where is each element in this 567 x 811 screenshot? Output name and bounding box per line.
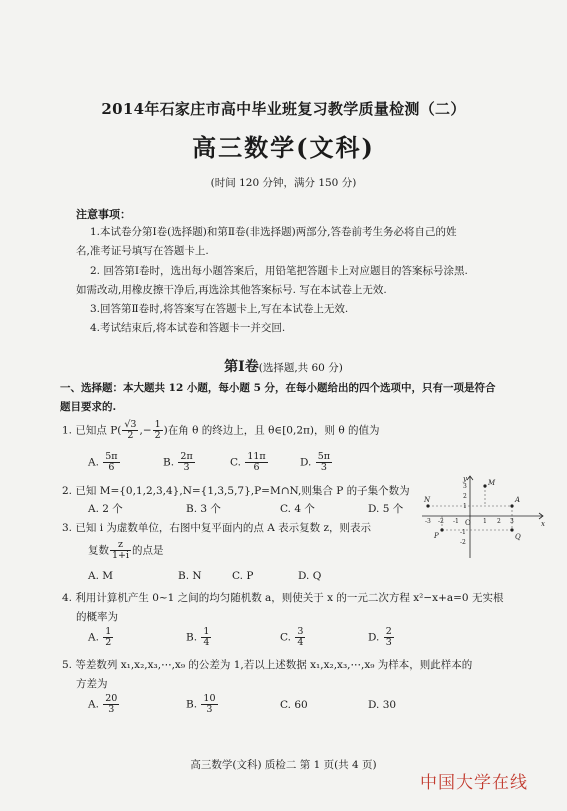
q1-option-b: B. $\frac{2\pi}{3}$	[163, 451, 193, 473]
q1-prefix: 1. 已知点	[62, 424, 107, 437]
q2-option-d: D. 5 个	[368, 503, 404, 515]
tick-x-m2: -2	[438, 518, 444, 525]
tick-x-m3: -3	[425, 518, 431, 525]
point-q	[510, 528, 513, 531]
note-line: 1.本试卷分第Ⅰ卷(选择题)和第Ⅱ卷(非选择题)两部分,答卷前考生务必将自己的姓	[90, 226, 457, 238]
q3-option-b: B. N	[178, 570, 202, 582]
q3-option-c: C. P	[232, 570, 254, 582]
section-subtitle: (选择题,共 60 分)	[258, 362, 343, 374]
axes	[422, 476, 543, 558]
watermark: 中国大学在线	[420, 773, 528, 793]
q3-option-a: A. M	[88, 570, 114, 582]
q3-line-2: 复数 $\frac{z}{1+i}$ 的点是	[88, 539, 164, 561]
tick-y-1: 1	[463, 503, 467, 510]
label-o: O	[465, 519, 471, 527]
question-5-stem-2: 方差为	[76, 678, 108, 690]
note-line: 2. 回答第Ⅰ卷时，选出每小题答案后，用铅笔把答题卡上对应题目的答案标号涂黑.	[90, 265, 468, 277]
point-a	[510, 504, 513, 507]
q2-option-b: B. 3 个	[186, 503, 221, 515]
q1-close: )	[163, 424, 168, 437]
label-n: N	[424, 496, 431, 504]
q3-option-d: D. Q	[298, 570, 322, 582]
point-m	[483, 484, 486, 487]
label-q: Q	[515, 533, 521, 541]
q5-option-b: B. $\frac{10}{3}$	[186, 693, 216, 715]
label-x: x	[541, 520, 545, 528]
q1-suffix: 在角 θ 的终边上，且 θ∈[0,2π)，则 θ 的值为	[167, 424, 380, 437]
tick-y-m1: -1	[460, 529, 466, 536]
q1-option-a: A. $\frac{5\pi}{6}$	[88, 451, 118, 473]
question-4-stem-2: 的概率为	[76, 611, 118, 623]
tick-y-2: 2	[463, 493, 467, 500]
notes-heading: 注意事项：	[76, 208, 131, 221]
q5-option-a: A. $\frac{20}{3}$	[88, 693, 118, 715]
q4-option-b: B. $\frac{1}{4}$	[186, 626, 210, 648]
q5-option-d: D. 30	[368, 699, 397, 711]
tick-x-3: 3	[510, 518, 514, 525]
subject-title: 高三数学(文科)	[192, 133, 375, 162]
question-3-stem: 3. 已知 i 为虚数单位，右图中复平面内的点 A 表示复数 z，则表示	[62, 522, 372, 534]
question-5-stem: 5. 等差数列 x₁,x₂,x₃,⋯,x₉ 的公差为 1,若以上述数据 x₁,x₂,x₃,⋯,x₉ 为样本，则此样本的	[62, 659, 473, 671]
q5-option-c: C. 60	[280, 699, 308, 711]
tick-y-m2: -2	[460, 539, 466, 546]
point-p	[440, 528, 443, 531]
q4-option-d: D. $\frac{2}{3}$	[368, 626, 392, 648]
exam-title: 2014年石家庄市高中毕业班复习教学质量检测（二）	[101, 100, 466, 118]
section-title	[0, 356, 567, 376]
note-line: 名,准考证号填写在答题卡上.	[76, 245, 209, 257]
question-2-stem: 2. 已知 M={0,1,2,3,4},N={1,3,5,7},P=M∩N,则集合 P 的子集个数为	[62, 485, 410, 497]
page-footer: 高三数学(文科) 质检二 第 1 页(共 4 页)	[190, 759, 377, 771]
section-title-main: 第Ⅰ卷	[224, 359, 259, 375]
complex-plane-figure	[420, 472, 548, 562]
q4-option-a: A. $\frac{1}{2}$	[88, 626, 112, 648]
section-instruction-2: 题目要求的.	[60, 401, 117, 413]
time-note: (时间 120 分钟，满分 150 分)	[210, 177, 357, 189]
tick-x-2: 2	[497, 518, 501, 525]
q2-option-c: C. 4 个	[280, 503, 315, 515]
point-n	[426, 504, 429, 507]
q3-frac: $\frac{z}{1+i}$	[112, 539, 130, 561]
question-4-stem: 4. 利用计算机产生 0~1 之间的均匀随机数 a，则使关于 x 的一元二次方程 x²−x+a=0 无实根	[62, 592, 504, 604]
q1-frac-1: $\frac{√3}{2}$	[124, 419, 137, 441]
q1-frac-2: $\frac{1}{2}$	[154, 419, 161, 441]
tick-y-3: 3	[463, 483, 467, 490]
q4-option-c: C. $\frac{3}{4}$	[280, 626, 304, 648]
q1-option-d: D. $\frac{5\pi}{3}$	[300, 451, 331, 473]
note-line: 3.回答第Ⅱ卷时,将答案写在答题卡上,写在本试卷上无效.	[90, 303, 349, 315]
label-a: A	[515, 496, 521, 504]
question-1-stem	[62, 420, 380, 441]
note-line: 如需改动,用橡皮擦干净后,再选涂其他答案标号. 写在本试卷上无效.	[76, 284, 387, 296]
note-line: 4.考试结束后,将本试卷和答题卡一并交回.	[90, 322, 286, 334]
label-p: P	[434, 532, 439, 540]
label-y: y	[463, 475, 467, 483]
section-instruction: 一、选择题：本大题共 12 小题，每小题 5 分，在每小题给出的四个选项中，只有一项是符合	[60, 382, 496, 394]
q2-option-a: A. 2 个	[88, 503, 123, 515]
label-m: M	[488, 479, 496, 487]
q1-sep: ,−	[139, 424, 152, 437]
tick-x-1: 1	[483, 518, 487, 525]
tick-x-m1: -1	[453, 518, 459, 525]
q1-option-c: C. $\frac{11\pi}{6}$	[230, 451, 266, 473]
q1-point-label: P(	[110, 424, 122, 437]
